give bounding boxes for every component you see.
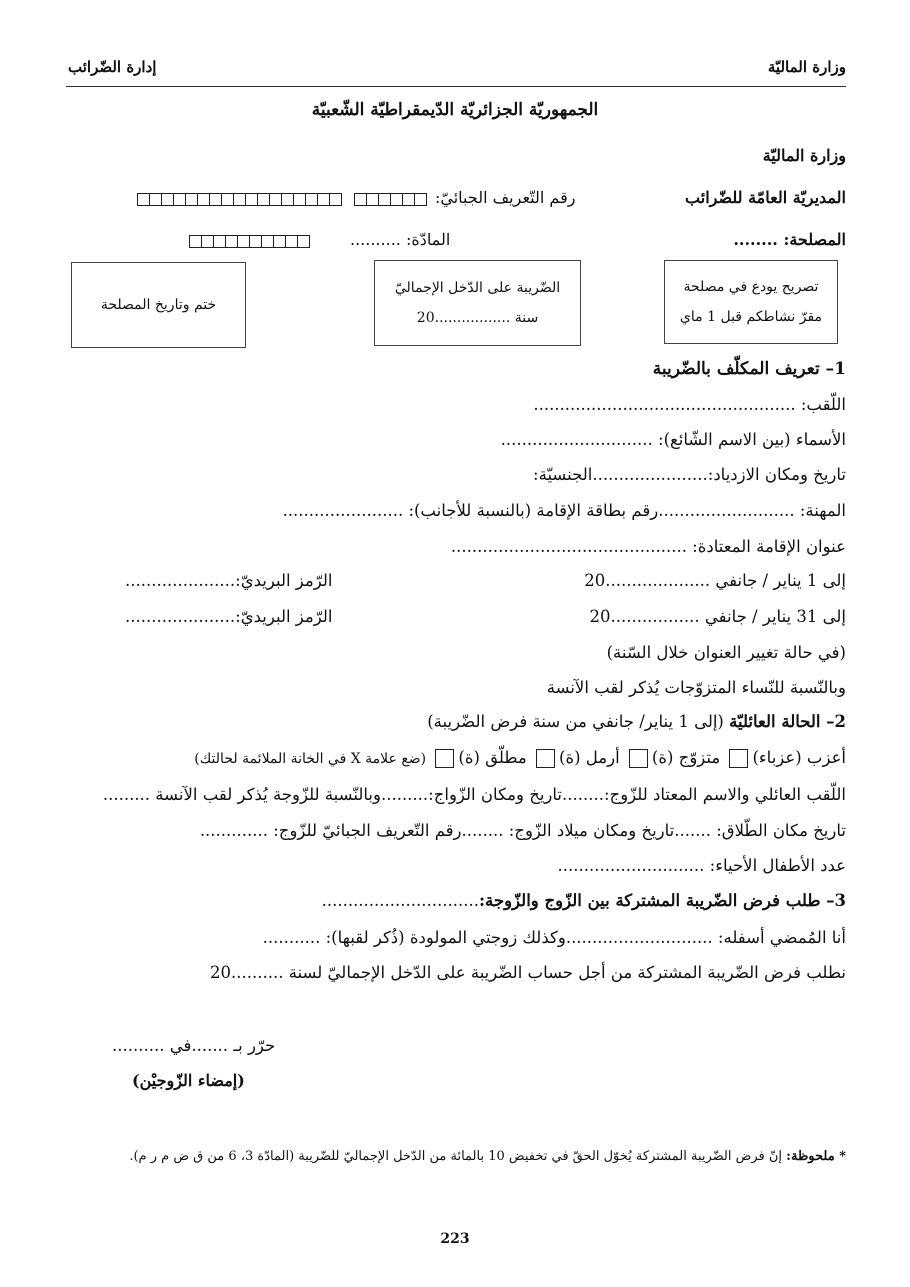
- marital-status-row: [194, 748, 846, 768]
- deposit-notice-box: [664, 260, 838, 344]
- page-number: 223: [440, 1231, 470, 1247]
- article-boxes[interactable]: [190, 235, 310, 248]
- service-stamp-label: ختم وتاريخ المصلحة: [100, 297, 217, 313]
- article-field[interactable]: المادّة: ..........: [350, 230, 451, 249]
- names-field[interactable]: الأسماء (بين الاسم الشّائع): .............................: [500, 430, 846, 449]
- section1-heading: 1– تعريف المكلّف بالضّريبة: [652, 359, 846, 379]
- section3-heading-dots[interactable]: ..............................: [321, 891, 479, 910]
- divorced-label: مطلّق (ة): [458, 748, 527, 767]
- ministry-line: وزارة الماليّة: [762, 146, 846, 165]
- married-label: متزوّج (ة): [651, 748, 721, 767]
- footnote: [129, 1149, 846, 1164]
- joint-tax-request-field[interactable]: نطلب فرض الضّريبة المشتركة من أجل حساب الضّريبة على الدّخل الإجماليّ لسنة ..........20: [210, 963, 846, 982]
- spouse-name-field[interactable]: اللّقب العائلي والاسم المعتاد للزّوج:........تاريخ ومكان الزّواج:.........وبالنّسبة للزّوجة يُذكر لقب الآنسة .........: [102, 785, 846, 804]
- income-tax-year-box: [374, 260, 581, 346]
- single-checkbox[interactable]: [729, 749, 748, 768]
- deposit-notice-line2: مقرّ نشاطكم قبل 1 ماي: [679, 309, 823, 325]
- divorced-checkbox[interactable]: [435, 749, 454, 768]
- section2-heading: [427, 712, 846, 731]
- section3-heading: [322, 891, 846, 910]
- tax-id-boxes-short[interactable]: [355, 193, 427, 206]
- header-ministry: وزارة الماليّة: [767, 58, 846, 76]
- surname-field[interactable]: اللّقب: ..................................................: [533, 395, 846, 414]
- mark-instruction: (ضع علامة X في الخانة الملائمة لحالتك): [194, 751, 427, 767]
- header-tax-administration: إدارة الضّرائب: [68, 58, 157, 76]
- address-change-note: (في حالة تغيير العنوان خلال السّنة): [606, 643, 846, 662]
- children-count-field[interactable]: عدد الأطفال الأحياء: ............................: [557, 856, 846, 875]
- married-women-note: وبالنّسبة للنّساء المتزوّجات يُذكر لقب الآنسة: [546, 678, 846, 697]
- birth-nationality-field[interactable]: تاريخ ومكان الازدياد:......................الجنسيّة:: [533, 465, 846, 484]
- address-jan31-field[interactable]: إلى 31 يناير / جانفي .................20: [589, 607, 846, 626]
- address-field[interactable]: عنوان الإقامة المعتادة: .............................................: [450, 537, 846, 556]
- section2-heading-title: 2– الحالة العائليّة: [729, 712, 846, 731]
- single-label: أعزب (عزباء): [752, 748, 846, 767]
- service-stamp-box: [71, 262, 246, 348]
- income-tax-line1: الضّريبة على الدّخل الإجماليّ: [394, 280, 561, 296]
- section3-heading-title: 3– طلب فرض الضّريبة المشتركة بين الزّوج والزّوجة:: [478, 891, 846, 910]
- footnote-prefix: * ملحوظة:: [786, 1149, 846, 1164]
- service-field[interactable]: المصلحة: ........: [733, 230, 846, 249]
- republic-title: الجمهوريّة الجزائريّة الدّيمقراطيّة الشّعبيّة: [311, 100, 599, 120]
- income-tax-year[interactable]: سنة .................20: [416, 310, 539, 326]
- divorce-spouse-details-field[interactable]: تاريخ مكان الطّلاق: .......تاريخ ومكان ميلاد الزّوج: ........رقم التّعريف الجبائيّ للزّوج: .............: [199, 821, 846, 840]
- tax-id-label: رقم التّعريف الجبائيّ:: [435, 188, 576, 207]
- address-jan1-field[interactable]: إلى 1 يناير / جانفي ....................20: [584, 571, 846, 590]
- header-divider: [66, 86, 846, 87]
- deposit-notice-line1: تصريح يودع في مصلحة: [683, 279, 819, 295]
- place-date-field[interactable]: حرّر بـ .......في ..........: [112, 1036, 276, 1055]
- widowed-label: أرمل (ة): [559, 748, 620, 767]
- postal-code-1-field[interactable]: الرّمز البريديّ:.....................: [125, 571, 333, 590]
- spouses-signature-label: (إمضاء الزّوجيْن): [132, 1071, 245, 1090]
- directorate-label: المديريّة العامّة للضّرائب: [685, 188, 846, 207]
- tax-id-boxes-long[interactable]: [138, 193, 342, 206]
- section2-heading-note: (إلى 1 يناير/ جانفي من سنة فرض الضّريبة): [427, 712, 730, 731]
- undersigned-field[interactable]: أنا المُمضي أسفله: ............................وكذلك زوجتي المولودة (ذُكر لقبها): ...........: [262, 928, 846, 947]
- profession-residence-field[interactable]: المهنة: ..........................رقم بطاقة الإقامة (بالنسبة للأجانب): .......................: [282, 501, 846, 520]
- footnote-text: إنّ فرض الضّريبة المشتركة يُخوّل الحقّ في تخفيض 10 بالمائة من الدّخل الإجماليّ للضّريبة (المادّة 3، 6 من ق ض م ر م).: [129, 1149, 787, 1164]
- widowed-checkbox[interactable]: [536, 749, 555, 768]
- married-checkbox[interactable]: [629, 749, 648, 768]
- postal-code-2-field[interactable]: الرّمز البريديّ:.....................: [125, 607, 333, 626]
